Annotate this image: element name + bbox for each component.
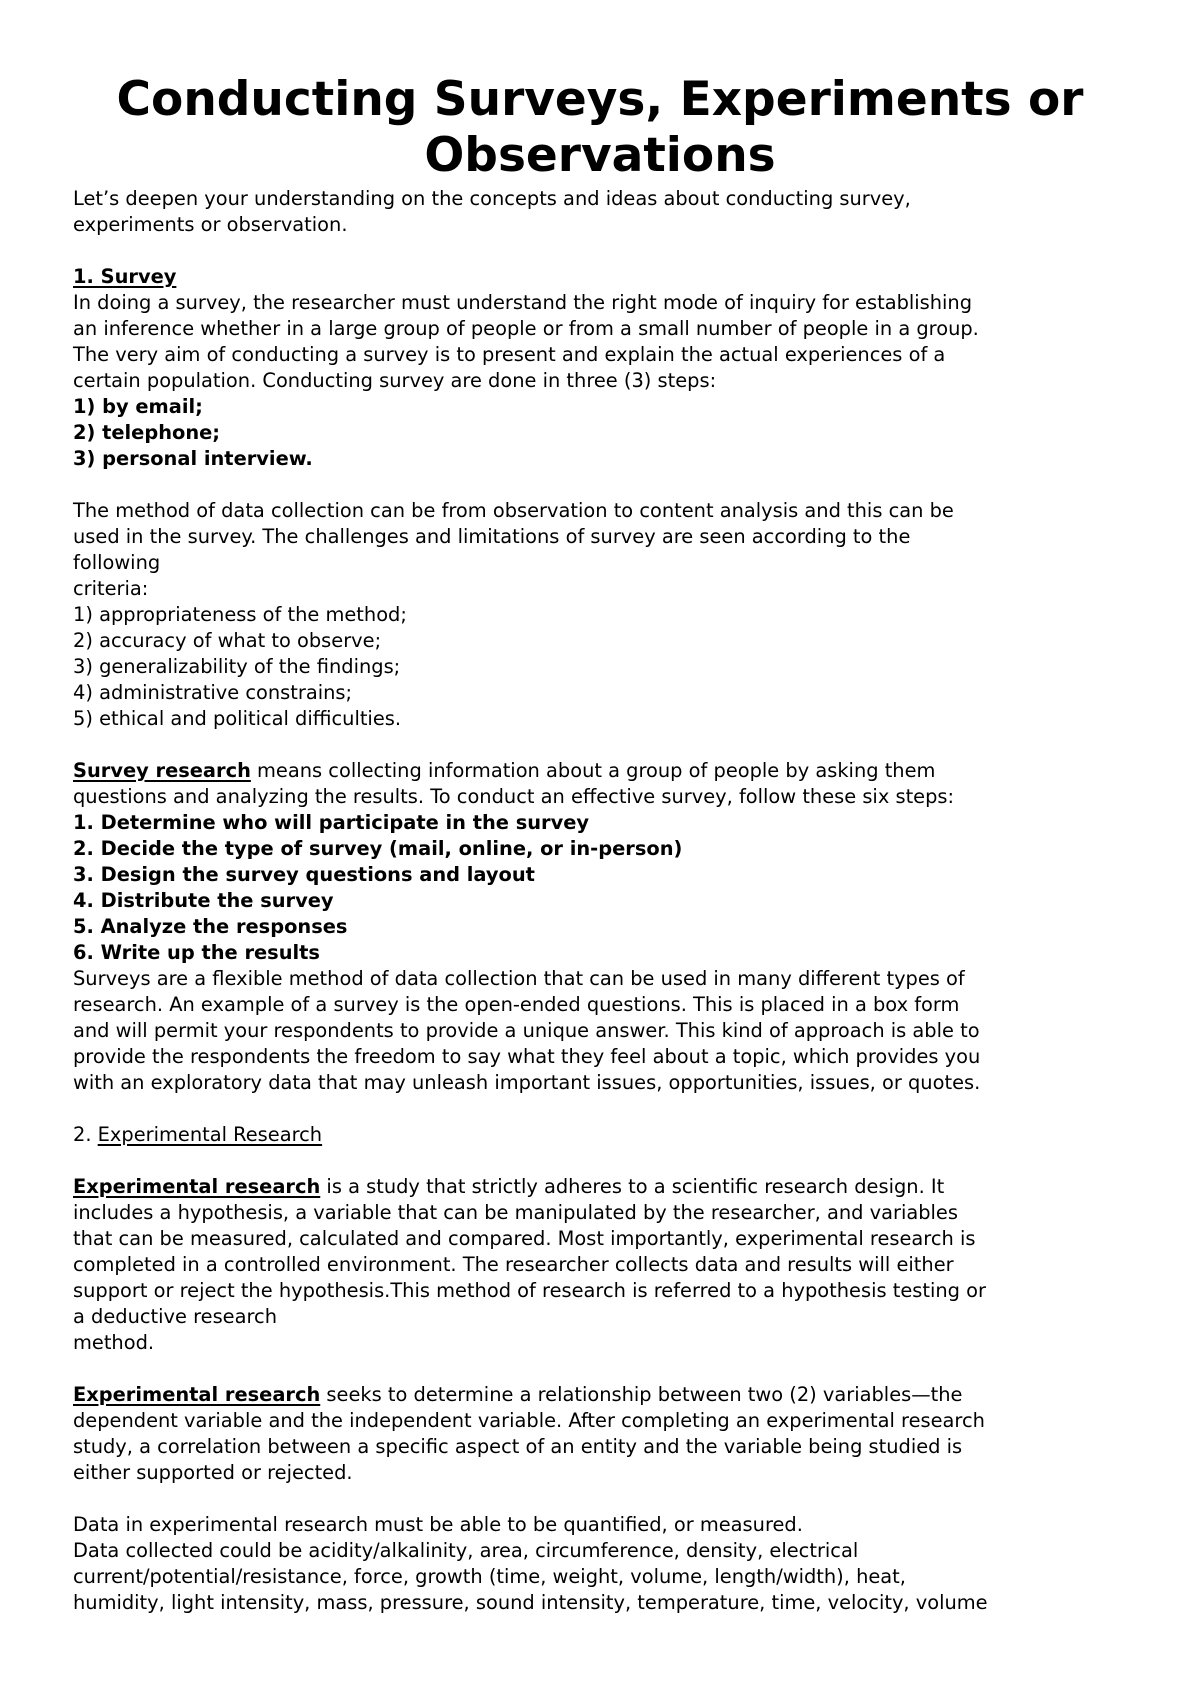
criteria-item: 5) ethical and political difficulties. [73, 707, 402, 730]
paragraph-line: method. [73, 1331, 155, 1354]
paragraph-line: dependent variable and the independent variable. After completing an experimental research [73, 1409, 985, 1432]
paragraph-line: certain population. Conducting survey are done in three (3) steps: [73, 369, 717, 392]
paragraph-line: and will permit your respondents to provide a unique answer. This kind of approach is able to [73, 1019, 980, 1042]
title-line: Observations [424, 128, 776, 183]
survey-research-term: Survey research [73, 759, 251, 782]
six-step-item: 5. Analyze the responses [73, 915, 348, 938]
page-title [60, 72, 1140, 184]
paragraph-line: humidity, light intensity, mass, pressure, sound intensity, temperature, time, velocity, volume [73, 1591, 988, 1614]
paragraph-line: Surveys are a flexible method of data collection that can be used in many different types of [73, 967, 965, 990]
criteria-item: 2) accuracy of what to observe; [73, 629, 382, 652]
six-step-item: 6. Write up the results [73, 941, 320, 964]
paragraph-line: support or reject the hypothesis.This method of research is referred to a hypothesis testing or [73, 1279, 986, 1302]
section-heading-experimental [73, 1122, 1153, 1148]
survey-step: 2) telephone; [73, 421, 221, 444]
criteria-item: 3) generalizability of the findings; [73, 655, 401, 678]
paragraph-line: Data collected could be acidity/alkalinity, area, circumference, density, electrical [73, 1539, 859, 1562]
paragraph-line: provide the respondents the freedom to say what they feel about a topic, which provides you [73, 1045, 981, 1068]
intro-line: Let’s deepen your understanding on the concepts and ideas about conducting survey, [73, 187, 911, 210]
paragraph-line: following [73, 551, 161, 574]
document-body [73, 186, 1153, 1616]
survey-step: 3) personal interview. [73, 447, 313, 470]
intro-line: experiments or observation. [73, 213, 348, 236]
paragraph-line: In doing a survey, the researcher must understand the right mode of inquiry for establishing [73, 291, 973, 314]
paragraph-line: that can be measured, calculated and compared. Most importantly, experimental research is [73, 1227, 976, 1250]
paragraph-line: study, a correlation between a specific aspect of an entity and the variable being studied is [73, 1435, 963, 1458]
paragraph-line: Data in experimental research must be able to be quantified, or measured. [73, 1513, 803, 1536]
paragraph-line: an inference whether in a large group of people or from a small number of people in a group. [73, 317, 979, 340]
six-step-item: 1. Determine who will participate in the survey [73, 811, 590, 834]
paragraph-line: used in the survey. The challenges and limitations of survey are seen according to the [73, 525, 911, 548]
paragraph-text: seeks to determine a relationship between two (2) variables—the [320, 1383, 963, 1406]
survey-heading-text: 1. Survey [73, 265, 177, 288]
heading-number: 2. [73, 1123, 98, 1146]
survey-step: 1) by email; [73, 395, 203, 418]
paragraph-line: completed in a controlled environment. The researcher collects data and results will either [73, 1253, 954, 1276]
experimental-research-term: Experimental research [73, 1175, 321, 1198]
section-heading-survey [73, 264, 1153, 290]
six-step-item: 4. Distribute the survey [73, 889, 334, 912]
paragraph-line: research. An example of a survey is the open-ended questions. This is placed in a box form [73, 993, 960, 1016]
experimental-heading-text: Experimental Research [97, 1123, 323, 1146]
paragraph-line [73, 1174, 1153, 1200]
criteria-item: 4) administrative constrains; [73, 681, 353, 704]
paragraph-line: a deductive research [73, 1305, 277, 1328]
experimental-research-term: Experimental research [73, 1383, 321, 1406]
paragraph-line [73, 758, 1153, 784]
paragraph-line: with an exploratory data that may unleash important issues, opportunities, issues, or quotes. [73, 1071, 981, 1094]
paragraph-line: criteria: [73, 577, 149, 600]
paragraph-line: includes a hypothesis, a variable that can be manipulated by the researcher, and variables [73, 1201, 958, 1224]
paragraph-line: The method of data collection can be from observation to content analysis and this can be [73, 499, 954, 522]
paragraph-text: means collecting information about a group of people by asking them [250, 759, 936, 782]
paragraph-line: current/potential/resistance, force, growth (time, weight, volume, length/width), heat, [73, 1565, 906, 1588]
six-step-item: 2. Decide the type of survey (mail, online, or in-person) [73, 837, 683, 860]
paragraph-line: either supported or rejected. [73, 1461, 353, 1484]
criteria-item: 1) appropriateness of the method; [73, 603, 407, 626]
title-line: Conducting Surveys, Experiments or [116, 72, 1084, 127]
paragraph-line: questions and analyzing the results. To conduct an effective survey, follow these six steps: [73, 785, 955, 808]
six-step-item: 3. Design the survey questions and layout [73, 863, 535, 886]
paragraph-text: is a study that strictly adheres to a scientific research design. It [320, 1175, 945, 1198]
paragraph-line: The very aim of conducting a survey is to present and explain the actual experiences of a [73, 343, 946, 366]
paragraph-line [73, 1382, 1153, 1408]
